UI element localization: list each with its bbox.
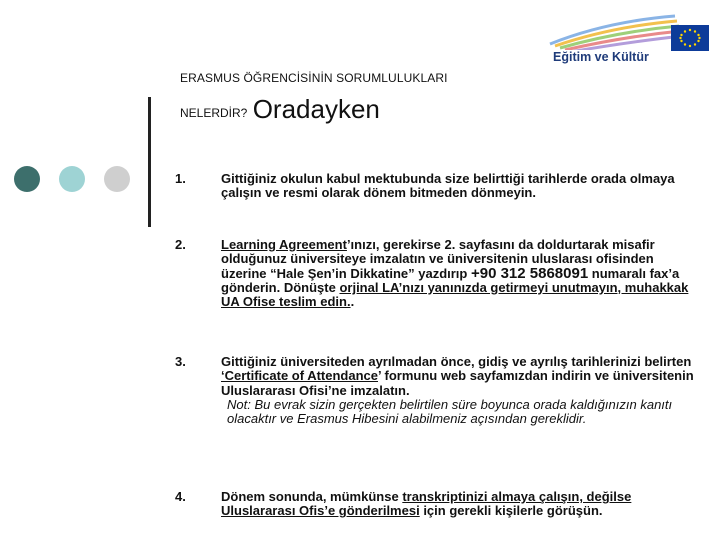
decor-dot-dark	[14, 166, 40, 192]
eu-flag-icon	[671, 25, 709, 51]
item-text: Learning Agreement’ınızı, gerekirse 2. sayfasını da doldurtarak misafir olduğunuz üniversiteye imzalatın ve üniversitenin uluslarası ofisinden üzerine “Hale Şen’in Dikkatine” yazdırıp +90 312 5868091 numaralı fax’a gönderin. Dönüşte orjinal LA’nızı yanınızda getirmeyi unutmayın, muhakkak UA Ofise teslim edin..	[221, 237, 689, 310]
item-text: Gittiğiniz okulun kabul mektubunda size belirttiği tarihlerde orada olmaya çalışın ve resmi olarak dönem bitmeden dönmeyin.	[221, 171, 675, 201]
logo-text: Eğitim ve Kültür	[553, 50, 649, 64]
page-title-line2	[180, 93, 380, 124]
decor-dot-gray	[104, 166, 130, 192]
page-title-line1: ERASMUS ÖĞRENCİSİNİN SORUMLULUKLARI	[180, 71, 448, 85]
title-prefix: NELERDİR?	[180, 106, 248, 120]
fax-number: +90 312 5868091	[470, 264, 589, 282]
item-note: Not: Bu evrak sizin gerçekten belirtilen süre boyunca orada kaldığınızın kanıtı olacaktır ve Erasmus Hibesini alabilmeniz açısından gereklidir.	[227, 396, 673, 427]
vertical-divider	[148, 97, 151, 227]
original-la-text: orjinal LA’nızı yanınızda getirmeyi unutmayın, muhakkak UA Ofise teslim edin.	[221, 279, 689, 310]
transcript-text: transkriptinizi almaya çalışın, değilse Uluslararası Ofis’e gönderilmesi	[221, 489, 632, 519]
item-number: 1.	[175, 171, 186, 186]
certificate-text: ‘Certificate of Attendance	[221, 368, 378, 384]
item-number: 2.	[175, 237, 186, 252]
learning-agreement-text: Learning Agreement	[221, 237, 347, 252]
item-text: Gittiğiniz üniversiteden ayrılmadan önce, gidiş ve ayrılış tarihlerinizi belirten ‘Certificate of Attendance’ formunu web sayfamızdan indirin ve üniversitenin Uluslararası Ofisi’ne imzalatın. Not: Bu evrak sizin gerçekten belirtilen süre boyunca orada kaldığınızın kanıtı olacaktır ve Erasmus Hibesini alabilmeniz açısından gereklidir.	[221, 355, 699, 426]
item-number: 4.	[175, 489, 186, 504]
decor-dot-light	[59, 166, 85, 192]
title-subheading: Oradayken	[252, 94, 380, 124]
erasmus-logo-icon	[545, 10, 685, 50]
item-text: Dönem sonunda, mümkünse transkriptinizi almaya çalışın, değilse Uluslararası Ofis’e gönderilmesi için gerekli kişilerle görüşün.	[221, 489, 632, 519]
logo	[535, 10, 715, 70]
item-number: 3.	[175, 354, 186, 369]
